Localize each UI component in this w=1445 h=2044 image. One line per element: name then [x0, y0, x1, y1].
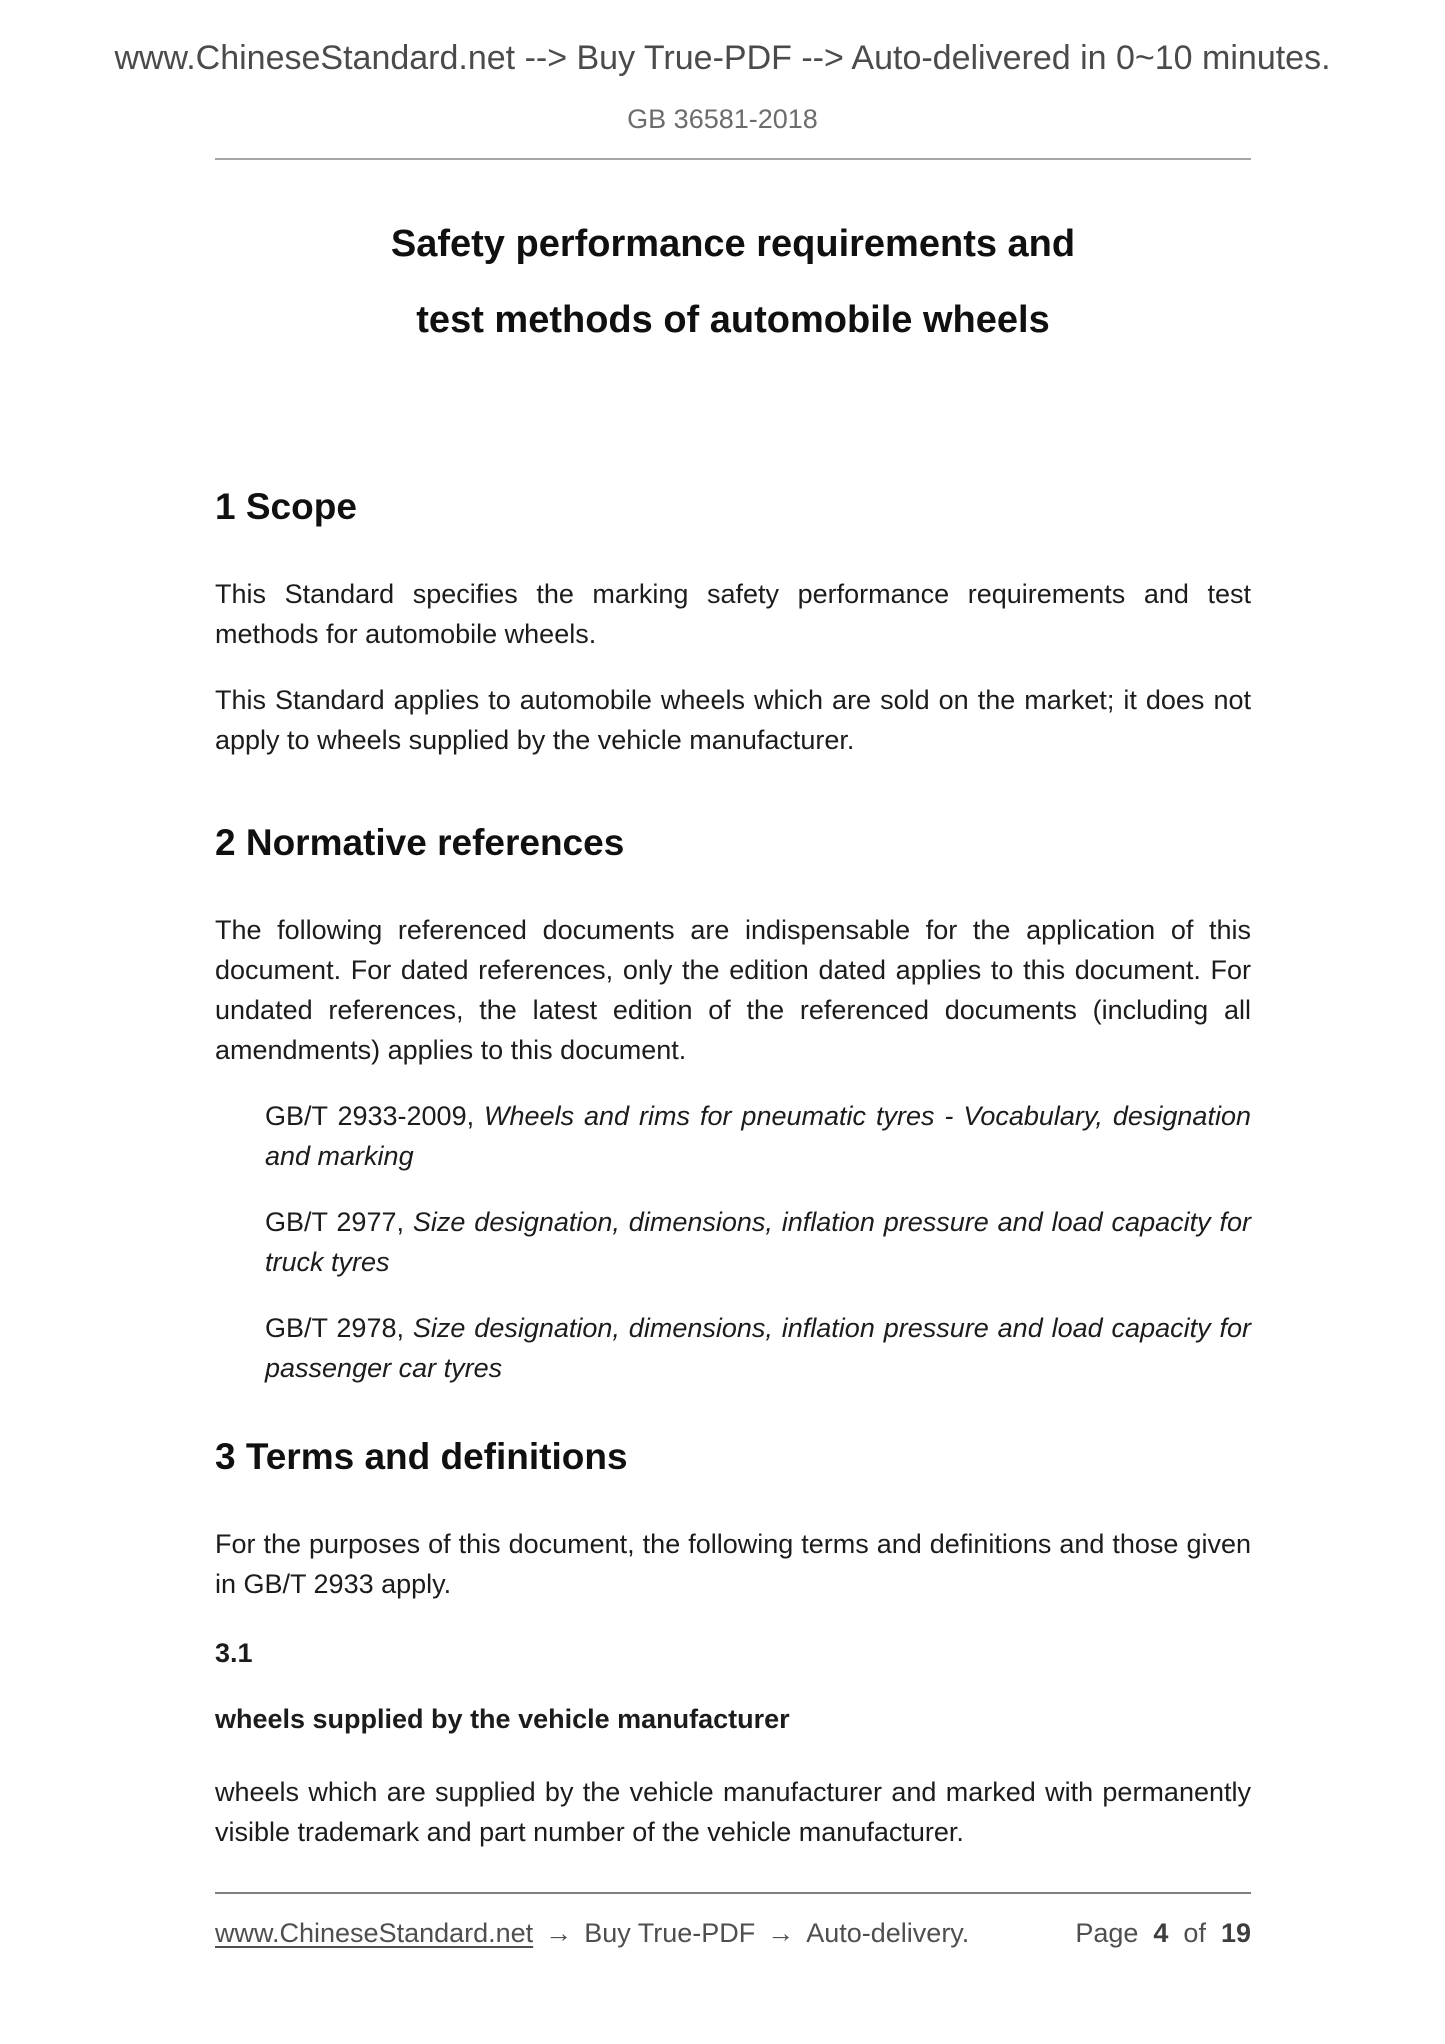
terms-intro: For the purposes of this document, the following terms and definitions and those given in GB/T 2933 apply. [215, 1529, 1251, 1599]
term-name: wheels supplied by the vehicle manufacturer [215, 1704, 790, 1734]
reference-item [265, 1202, 1251, 1282]
reference-item [265, 1308, 1251, 1388]
reference-title: Size designation, dimensions, inflation pressure and load capacity for passenger car tyres [265, 1313, 1251, 1383]
footer-links [215, 1914, 969, 1952]
reference-code: GB/T 2977, [265, 1207, 404, 1237]
section-heading-normative-references: 2 Normative references [215, 822, 625, 863]
total-page-number: 19 [1220, 1918, 1251, 1948]
footer-delivery-text: Auto-delivery. [806, 1918, 970, 1948]
scope-paragraph-2: This Standard applies to automobile wheels which are sold on the market; it does not apply to wheels supplied by the vehicle manufacturer. [215, 685, 1251, 755]
footer-site-link[interactable]: www.ChineseStandard.net [215, 1918, 534, 1948]
reference-code: GB/T 2978, [265, 1313, 404, 1343]
header-divider [215, 158, 1251, 160]
normative-references-intro: The following referenced documents are indispensable for the application of this document. For dated references, only the edition dated applies to this document. For undated references, the latest edition of the referenced documents (including all amendments) applies to this document. [215, 915, 1251, 1065]
footer-divider [215, 1892, 1251, 1894]
section-heading-terms-definitions: 3 Terms and definitions [215, 1436, 628, 1477]
right-arrow-icon: → [545, 1918, 573, 1948]
page-body [215, 158, 1251, 1852]
footer-buy-text: Buy True-PDF [584, 1918, 756, 1948]
page-footer [215, 1892, 1251, 1952]
purchase-banner: www.ChineseStandard.net --> Buy True-PDF --> Auto-delivered in 0~10 minutes. [114, 39, 1331, 77]
scope-paragraph-1: This Standard specifies the marking safety performance requirements and test methods for automobile wheels. [215, 579, 1251, 649]
footer-row [215, 1914, 1251, 1952]
page-indicator [1075, 1914, 1251, 1952]
right-arrow-icon: → [767, 1918, 795, 1948]
reference-title: Size designation, dimensions, inflation pressure and load capacity for truck tyres [265, 1207, 1251, 1277]
of-label: of [1183, 1918, 1206, 1948]
current-page-number: 4 [1153, 1918, 1169, 1948]
term-number: 3.1 [215, 1638, 253, 1668]
page-label: Page [1075, 1918, 1139, 1948]
standard-number: GB 36581-2018 [627, 104, 818, 134]
reference-item [265, 1096, 1251, 1176]
document-title [215, 206, 1251, 358]
document-title-line2: test methods of automobile wheels [416, 299, 1050, 341]
reference-title: Wheels and rims for pneumatic tyres - Vocabulary, designation and marking [265, 1101, 1251, 1171]
reference-code: GB/T 2933-2009, [265, 1101, 475, 1131]
document-title-line1: Safety performance requirements and [390, 223, 1076, 265]
section-heading-scope: 1 Scope [215, 486, 357, 527]
term-definition: wheels which are supplied by the vehicle manufacturer and marked with permanently visible trademark and part number of the vehicle manufacturer. [215, 1777, 1251, 1847]
